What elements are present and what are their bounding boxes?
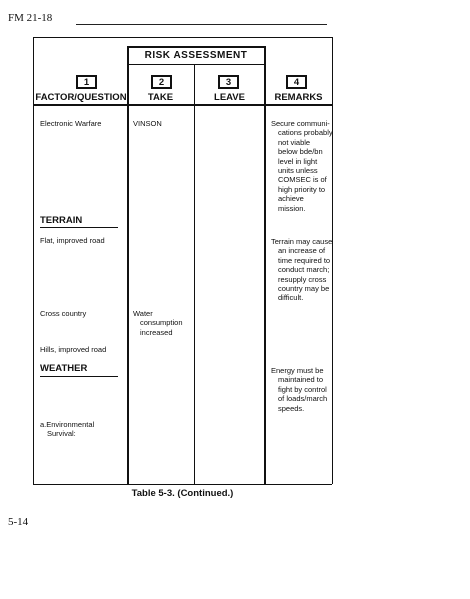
column-factor-question-label: FACTOR/QUESTION bbox=[35, 92, 127, 103]
risk-box-top bbox=[127, 46, 264, 48]
terrain-heading-underline bbox=[40, 227, 118, 228]
weather-heading-underline bbox=[40, 376, 118, 377]
remarks-line: units unless bbox=[278, 166, 318, 176]
take-cross-country bbox=[133, 309, 183, 337]
remarks-line: speeds. bbox=[278, 403, 305, 413]
remarks-line: Energy must be bbox=[271, 366, 324, 375]
table-caption: Table 5-3. (Continued.) bbox=[131, 488, 234, 499]
remarks-weather bbox=[271, 366, 327, 413]
table-bottom-border bbox=[33, 484, 332, 485]
remarks-line: an increase of bbox=[278, 246, 326, 256]
section-weather-heading: WEATHER bbox=[40, 363, 88, 374]
column-remarks-label: REMARKS bbox=[274, 92, 323, 103]
remarks-line: maintained to bbox=[278, 375, 324, 385]
column-4-number: 4 bbox=[286, 75, 307, 89]
column-1-number: 1 bbox=[76, 75, 97, 89]
remarks-line: fight by control bbox=[278, 384, 327, 394]
remarks-line: Terrain may cause bbox=[271, 237, 333, 246]
remarks-line: cations probably bbox=[278, 128, 333, 138]
column-3-number: 3 bbox=[218, 75, 239, 89]
remarks-col-left-line bbox=[264, 46, 266, 484]
page-number: 5-14 bbox=[8, 516, 29, 528]
remarks-line: mission. bbox=[278, 203, 306, 213]
remarks-line: below bde/bn bbox=[278, 147, 323, 157]
remarks-line: achieve bbox=[278, 194, 304, 204]
column-take-label: TAKE bbox=[147, 92, 174, 103]
section-terrain-heading: TERRAIN bbox=[40, 215, 83, 226]
factor-electronic-warfare: Electronic Warfare bbox=[40, 119, 102, 128]
remarks-electronic-warfare bbox=[271, 119, 333, 213]
factor-flat-improved-road: Flat, improved road bbox=[40, 236, 105, 245]
factor-cross-country: Cross country bbox=[40, 309, 87, 318]
table-top-border bbox=[33, 37, 332, 38]
remarks-terrain bbox=[271, 237, 332, 303]
factor-hills-improved-road: Hills, improved road bbox=[40, 345, 107, 354]
remarks-line: resupply cross bbox=[278, 274, 327, 284]
remarks-line: time required to bbox=[278, 255, 331, 265]
leave-col-left-line bbox=[194, 64, 195, 484]
column-leave-label: LEAVE bbox=[214, 92, 245, 103]
factor-environmental-survival bbox=[40, 420, 94, 439]
take-line: Water bbox=[133, 309, 153, 318]
remarks-line: difficult. bbox=[278, 293, 304, 303]
remarks-line: COMSEC is of bbox=[278, 175, 327, 185]
remarks-line: not viable bbox=[278, 137, 311, 147]
remarks-line: level in light bbox=[278, 156, 318, 166]
factor-line: a.Environmental bbox=[40, 420, 95, 429]
take-line: consumption bbox=[140, 318, 183, 328]
take-electronic-warfare: VINSON bbox=[133, 119, 162, 128]
remarks-line: country may be bbox=[278, 284, 330, 294]
factor-line: Survival: bbox=[47, 429, 76, 439]
risk-title-underline bbox=[127, 64, 264, 65]
take-line: increased bbox=[140, 327, 173, 337]
header-bottom-rule bbox=[33, 104, 332, 106]
take-col-left-line bbox=[127, 46, 129, 484]
remarks-line: Secure communi- bbox=[271, 119, 330, 128]
page-header: FM 21-18 bbox=[8, 12, 53, 24]
remarks-line: high priority to bbox=[278, 184, 326, 194]
risk-assessment-title: RISK ASSESSMENT bbox=[144, 50, 248, 61]
remarks-line: of loads/march bbox=[278, 394, 328, 404]
column-2-number: 2 bbox=[151, 75, 172, 89]
remarks-line: conduct march; bbox=[278, 265, 330, 275]
